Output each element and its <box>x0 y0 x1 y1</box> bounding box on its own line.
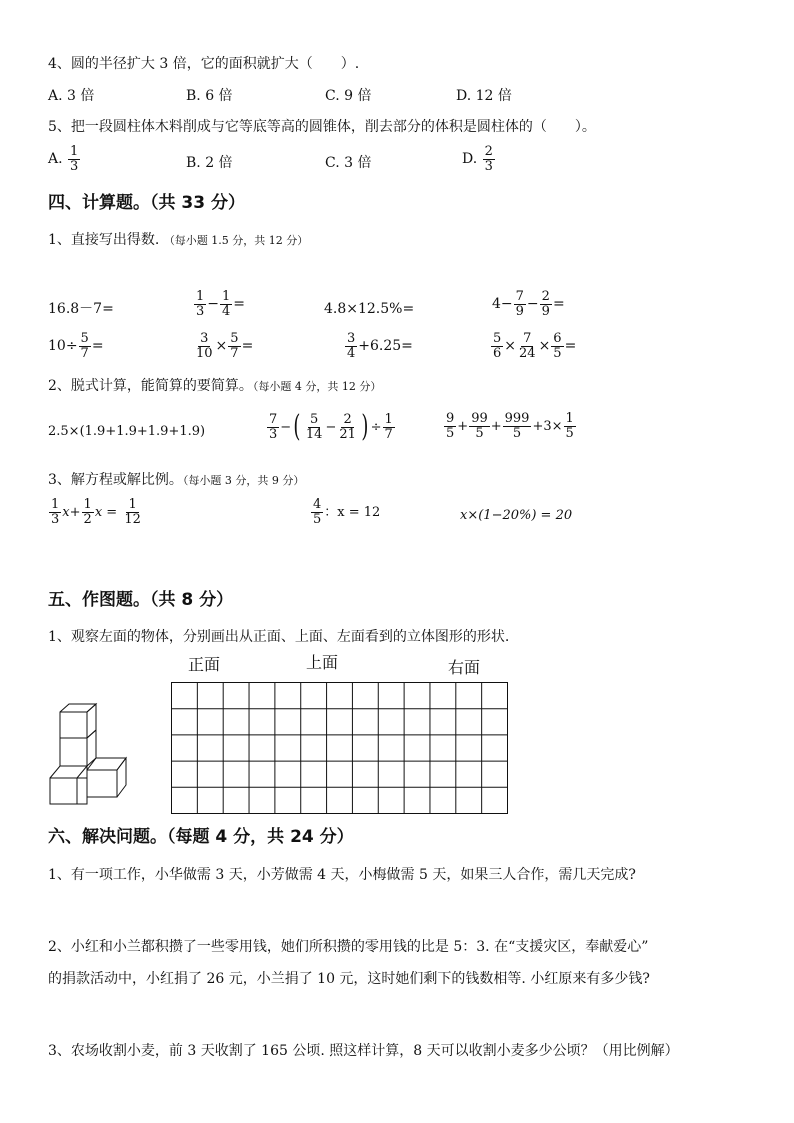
part-note: （每小题 3 分，共 9 分） <box>182 474 305 487</box>
cube-top-top <box>60 704 96 712</box>
cube-middle-front <box>60 738 87 766</box>
q4-stem: 4、圆的半径扩大 3 倍，它的面积就扩大（ ）. <box>48 56 360 72</box>
calc-item-7: $\frac{3}{4}$ +6.25= <box>347 331 413 361</box>
cube-bottom-left-top <box>50 766 87 778</box>
fraction: $\frac{2}{3}$ <box>484 144 493 174</box>
calc-item-11-tail: +3× <box>532 418 563 434</box>
grid-label-right: 右面 <box>448 658 481 677</box>
part-note: （每小题 4 分，共 12 分） <box>252 380 382 393</box>
section4-part1-title <box>48 233 308 247</box>
section6-problem-3: 3、农场收割小麦，前 3 天收割了 165 公顷. 照这样计算，8 天可以收割小麦多少公顷？（用比例解） <box>48 1043 679 1059</box>
q4-option-d: D. 12 倍 <box>456 88 512 104</box>
section6-title: 六、解决问题。（每题 4 分，共 24 分） <box>48 827 354 847</box>
equation-2-text: ：x = 12 <box>324 504 381 520</box>
calc-item-1: 16.8－7= <box>48 301 114 317</box>
q4-option-c: C. 9 倍 <box>325 88 372 104</box>
cube-top-front <box>60 712 87 738</box>
q5-option-c: C. 3 倍 <box>325 155 372 171</box>
q4-option-b: B. 6 倍 <box>186 88 233 104</box>
calc-item-3: 4.8×12.5%= <box>324 301 415 317</box>
calc-item-10: $\frac{7}{3}$ − ( $\frac{5}{14}$ − $\frac{2}{21}$ ) ÷ $\frac{1}{7}$ <box>269 409 393 444</box>
calc-item-8: $\frac{5}{6}$ × $\frac{7}{24}$ × $\frac{6}{5}$ = <box>493 331 577 361</box>
equation-2: $\frac{4}{5}$ ：x = 12 <box>313 497 381 527</box>
q5-stem: 5、把一段圆柱体木料削成与它等底等高的圆锥体，削去部分的体积是圆柱体的（ ）。 <box>48 119 596 135</box>
grid-label-top: 上面 <box>306 653 339 672</box>
section5-part1: 1、观察左面的物体，分别画出从正面、上面、左面看到的立体图形的形状. <box>48 629 510 645</box>
section5-title: 五、作图题。（共 8 分） <box>48 590 234 610</box>
q5-option-a-label: A. <box>48 151 63 168</box>
q5-option-d <box>462 145 496 173</box>
section4-title: 四、计算题。（共 33 分） <box>48 193 245 213</box>
cube-bottom-middle-front <box>77 778 87 804</box>
part-note: （每小题 1.5 分，共 12 分） <box>163 234 309 247</box>
part-title: 1、直接写出得数. <box>48 232 160 248</box>
equation-1: $\frac{1}{3}$ x + $\frac{1}{2}$ x = $\frac{1}{12}$ <box>51 497 141 527</box>
section6-problem-2-line1: 2、小红和小兰都积攒了一些零用钱，她们所积攒的零用钱的比是 5：3. 在“支援灾区，奉献爱心” <box>48 939 649 955</box>
calc-item-5: 10÷ $\frac{5}{7}$ = <box>48 331 104 361</box>
fraction: $\frac{1}{3}$ <box>70 144 79 174</box>
cube-bottom-right-front <box>87 770 117 797</box>
cube-bottom-right-side <box>117 758 126 797</box>
calc-item-11: $\frac{9}{5}$ + $\frac{99}{5}$ + $\frac{999}{5}$ +3× $\frac{1}{5}$ <box>446 411 574 441</box>
calc-item-9: 2.5×(1.9+1.9+1.9+1.9) <box>48 424 206 439</box>
part-title: 2、脱式计算，能简算的要简算。 <box>48 378 253 394</box>
cube-bottom-right-top <box>87 758 126 770</box>
cube-stack-figure <box>45 700 135 810</box>
part-title: 3、解方程或解比例。 <box>48 472 183 488</box>
q5-option-b: B. 2 倍 <box>186 155 233 171</box>
section4-part2-title <box>48 379 381 393</box>
section6-problem-2-line2: 的捐款活动中，小红捐了 26 元，小兰捐了 10 元，这时她们剩下的钱数相等. 小红原来有多少钱? <box>48 971 650 987</box>
section4-part3-title <box>48 473 304 487</box>
calc-item-6: $\frac{3}{10}$ × $\frac{5}{7}$ = <box>196 331 254 361</box>
equation-3: x×(1−20%) = 20 <box>460 508 573 523</box>
grid-border <box>172 683 508 814</box>
q5-option-a <box>48 145 81 173</box>
calc-item-2: $\frac{1}{3}$ − $\frac{1}{4}$ = <box>196 289 246 319</box>
q5-option-d-label: D. <box>462 151 478 168</box>
q4-option-a: A. 3 倍 <box>48 88 95 104</box>
grid-label-front: 正面 <box>188 655 221 674</box>
cube-bottom-left-front <box>50 778 77 804</box>
section6-problem-1: 1、有一项工作，小华做需 3 天，小芳做需 4 天，小梅做需 5 天，如果三人合作，需几天完成? <box>48 867 636 883</box>
cube-top-side <box>87 704 96 738</box>
drawing-grid[interactable] <box>171 682 509 815</box>
calc-item-4: 4− $\frac{7}{9}$ − $\frac{2}{9}$ = <box>492 289 565 319</box>
